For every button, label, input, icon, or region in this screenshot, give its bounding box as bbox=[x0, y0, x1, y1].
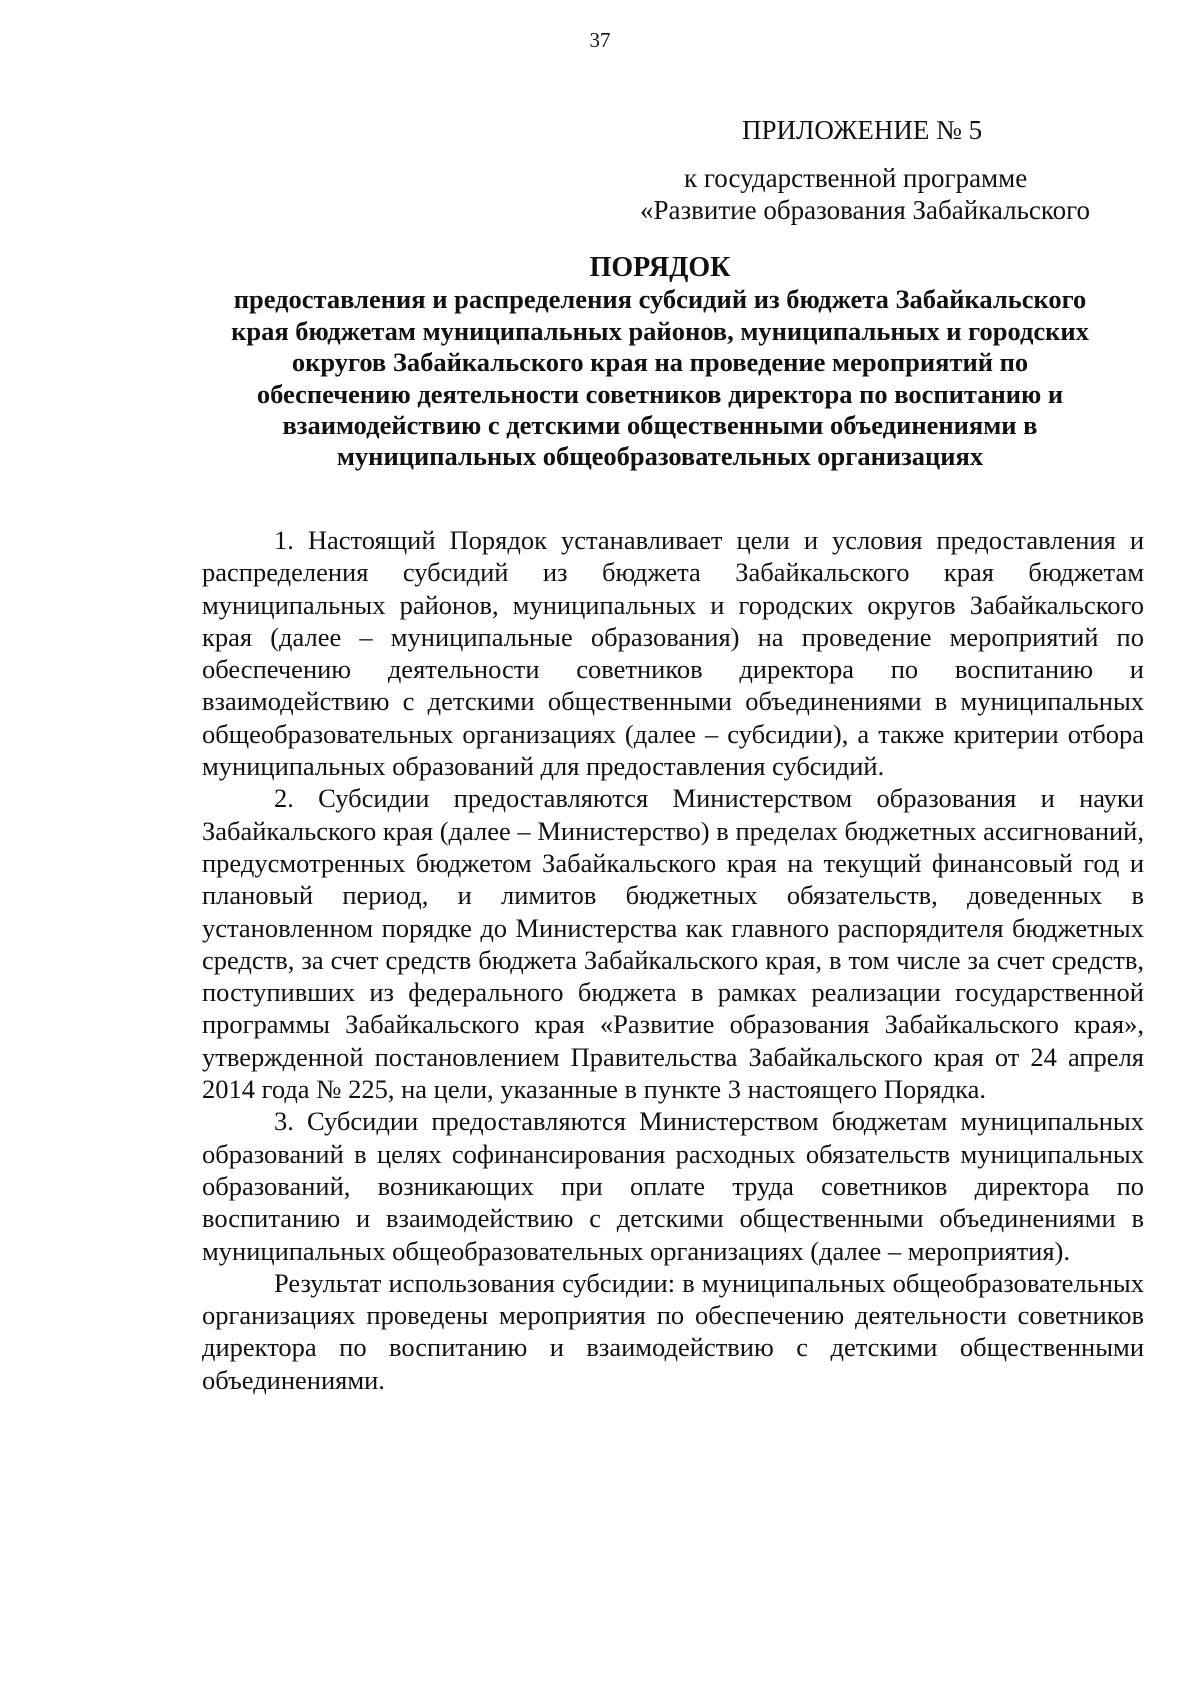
heading-line: предоставления и распределения субсидий из бюджета Забайкальского bbox=[233, 284, 1087, 315]
paragraph-result: Результат использования субсидии: в муниципальных общеобразовательных организациях проведены мероприятия по обеспечению деятельности советников директора по воспитанию и взаимодействию с детскими общественными объединениями. bbox=[202, 1267, 1144, 1395]
heading-line: взаимодействию с детскими общественными объединениями в bbox=[282, 410, 1038, 441]
heading-line: обеспечению деятельности советников директора по воспитанию и bbox=[256, 378, 1064, 409]
document-body bbox=[202, 524, 1144, 1396]
paragraph-2: 2. Субсидии предоставляются Министерством образования и науки Забайкальского края (далее – Министерство) в пределах бюджетных ассигнований, предусмотренных бюджетом Забайкальского края на текущий финансовый год и плановый период, и лимитов бюджетных обязательств, доведенных в установленном порядке до Министерства как главного распорядителя бюджетных средств, за счет средств бюджета Забайкальского края, в том числе за счет средств, поступивших из федерального бюджета в рамках реализации государственной программы Забайкальского края «Развитие образования Забайкальского края», утвержденной постановлением Правительства Забайкальского края от 24 апреля 2014 года № 225, на цели, указанные в пункте 3 настоящего Порядка. bbox=[202, 783, 1144, 1105]
page-number: 37 bbox=[589, 28, 611, 52]
heading-line: муниципальных общеобразовательных организациях bbox=[336, 441, 984, 472]
paragraph-3: 3. Субсидии предоставляются Министерством бюджетам муниципальных образований в целях софинансирования расходных обязательств муниципальных образований, возникающих при оплате труда советников директора по воспитанию и взаимодействию с детскими общественными объединениями в муниципальных общеобразовательных организациях (далее – мероприятия). bbox=[202, 1106, 1144, 1266]
document-title: ПОРЯДОК bbox=[589, 252, 731, 283]
heading-line: округов Забайкальского края на проведение мероприятий по bbox=[291, 347, 1029, 378]
appendix-title: ПРИЛОЖЕНИЕ № 5 bbox=[742, 115, 983, 145]
appendix-reference-line-2: «Развитие образования Забайкальского bbox=[640, 195, 1091, 225]
heading-line: края бюджетам муниципальных районов, муниципальных и городских bbox=[231, 315, 1089, 346]
document-heading bbox=[190, 252, 1130, 473]
paragraph-1: 1. Настоящий Порядок устанавливает цели и условия предоставления и распределения субсидий из бюджета Забайкальского края бюджетам муниципальных районов, муниципальных и городских округов Забайкальского края (далее – муниципальные образования) на проведение мероприятий по обеспечению деятельности советников директора по воспитанию и взаимодействию с детскими общественными объединениями в муниципальных общеобразовательных организациях (далее – субсидии), а также критерии отбора муниципальных образований для предоставления субсидий. bbox=[202, 525, 1144, 782]
appendix-reference-line-1: к государственной программе bbox=[684, 163, 1028, 193]
